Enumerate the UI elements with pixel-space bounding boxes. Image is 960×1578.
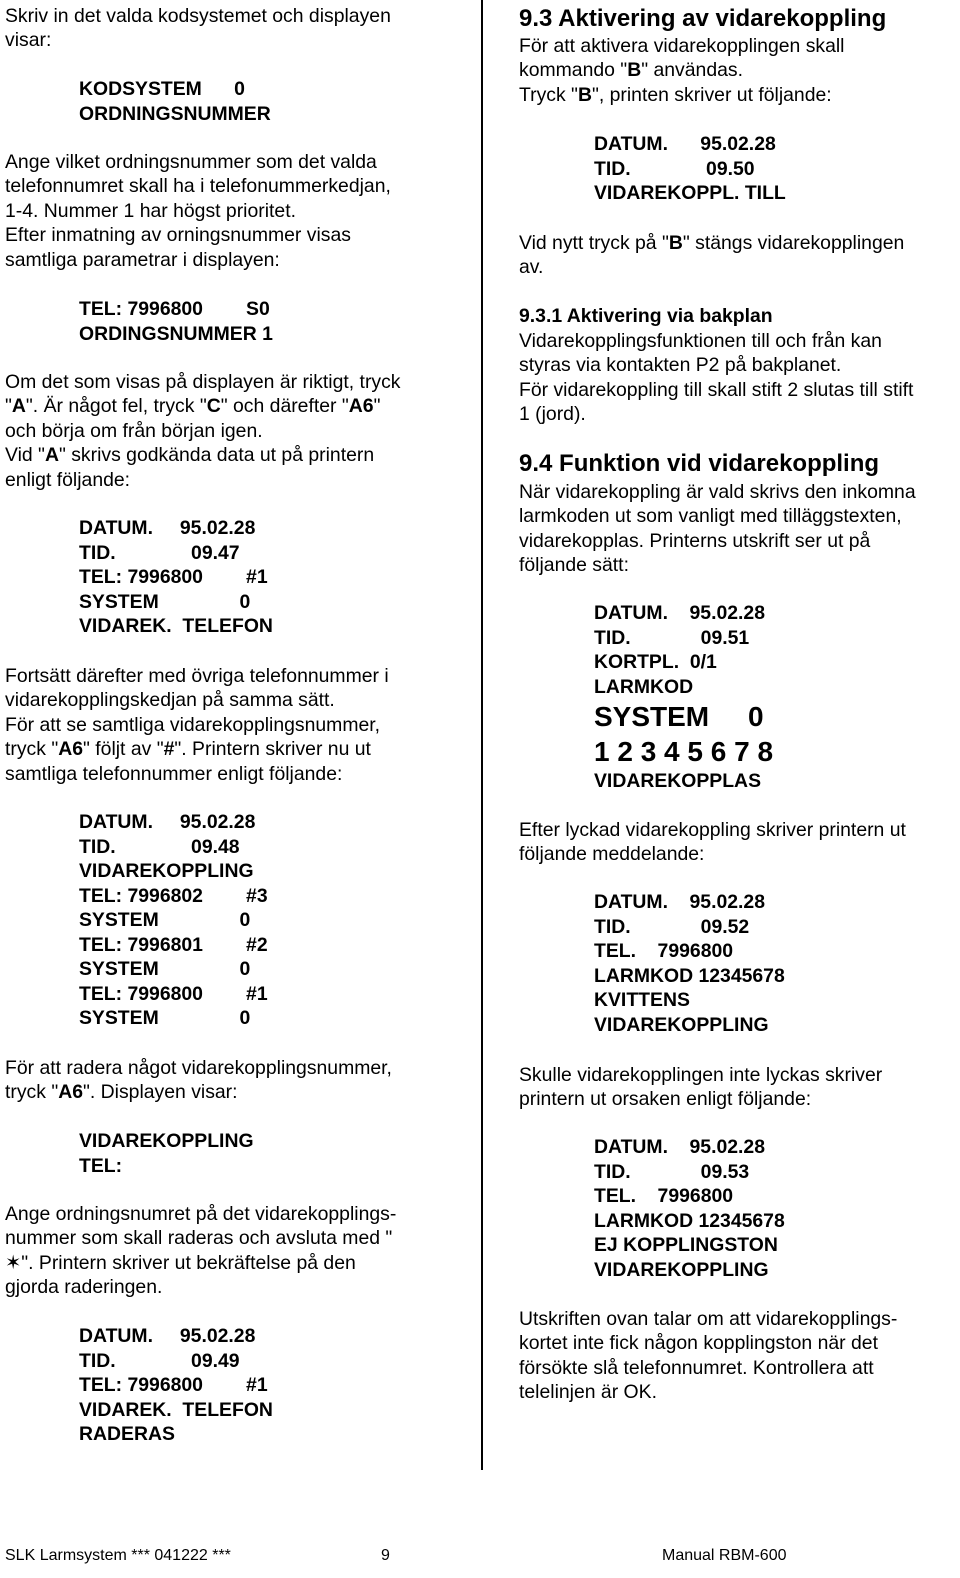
display-line: TEL: 7996800 S0	[79, 298, 270, 320]
key-label: A6	[58, 738, 83, 761]
display-kodsystem	[79, 77, 271, 126]
display-line: VIDAREKOPPLING	[594, 1013, 769, 1036]
display-line: TID. 09.47	[79, 541, 240, 564]
paragraph-bakplan: Vidarekopplingsfunktionen till och från kan styras via kontakten P2 på bakplanet. För vidarekoppling till skall stift 2 slutas till stift 1 (jord).	[519, 330, 914, 426]
paragraph-misslyckad: Skulle vidarekopplingen inte lyckas skriver printern ut orsaken enligt följande:	[519, 1064, 883, 1111]
key-label: B	[627, 59, 642, 82]
display-line: DATUM. 95.02.28	[594, 1136, 765, 1158]
display-line: TEL:	[79, 1154, 123, 1177]
display-line: DATUM. 95.02.28	[594, 602, 765, 624]
display-line: DATUM. 95.02.28	[79, 517, 256, 539]
display-line: LARMKOD	[594, 675, 694, 698]
display-line: LARMKOD 12345678	[594, 1209, 785, 1232]
paragraph-aktivera: För att aktivera vidarekopplingen skall kommando "B" användas. Tryck "B", printen skriver ut följande:	[519, 35, 845, 106]
key-label: B	[668, 232, 683, 254]
display-line: TID. 09.53	[594, 1160, 750, 1183]
display-line: ORDNINGSNUMMER	[79, 102, 271, 125]
display-line: DATUM. 95.02.28	[79, 1325, 256, 1347]
display-line: DATUM. 95.02.28	[79, 811, 256, 833]
paragraph-nytt-tryck: Vid nytt tryck på "B" stängs vidarekopplingen av.	[519, 232, 905, 279]
heading-9-3-1: 9.3.1 Aktivering via bakplan	[519, 305, 773, 327]
display-line: VIDAREK. TELEFON	[79, 615, 273, 637]
display-line: ORDINGSNUMMER 1	[79, 322, 273, 345]
heading-9-4: 9.4 Funktion vid vidarekoppling	[519, 450, 880, 477]
display-line: VIDAREKOPPLAS	[594, 770, 761, 792]
display-vidarekoppling	[79, 1129, 254, 1178]
key-label: A6	[58, 1081, 83, 1104]
page-number: 9	[381, 1547, 390, 1564]
display-line: TEL: 7996802 #3	[79, 884, 268, 907]
display-line: VIDAREKOPPLING	[594, 1258, 769, 1281]
printout-godkanda-data	[79, 516, 273, 639]
printout-kvittens	[594, 890, 785, 1037]
paragraph-ordningsnumret: Ange ordningsnumret på det vidarekopplings- nummer som skall raderas och avsluta med " ✶". Printern skriver ut bekräftelse på den gjorda raderingen.	[5, 1203, 397, 1299]
display-line: TEL: 7996801 #2	[79, 933, 268, 956]
paragraph-confirm: Om det som visas på displayen är riktigt, tryck "A". Är något fel, tryck "C" och därefter "A6" och börja om från början igen. Vid "A" skrivs godkända data ut på printern enligt följande:	[5, 371, 401, 491]
paragraph-lyckad: Efter lyckad vidarekoppling skriver printern ut följande meddelande:	[519, 819, 906, 866]
key-label: A	[11, 395, 26, 418]
key-label: C	[206, 395, 221, 418]
column-divider	[481, 0, 483, 1470]
key-label: B	[577, 83, 592, 106]
display-line: DATUM. 95.02.28	[594, 133, 776, 155]
key-label: #	[163, 738, 175, 761]
printout-ej-kopplingston	[594, 1135, 785, 1282]
display-line: TEL: 7996800 #1	[79, 566, 268, 588]
paragraph-funktion: När vidarekoppling är vald skrivs den inkomna larmkoden ut som vanligt med tilläggstexten, vidarekopplas. Printerns utskrift ser ut på följande sätt:	[519, 481, 916, 577]
display-line: VIDAREKOPPLING	[79, 860, 254, 882]
display-line: TID. 09.51	[594, 626, 750, 649]
display-line: TEL: 7996800 #1	[79, 1374, 268, 1396]
paragraph-intro: Skriv in det valda kodsystemet och displayen visar:	[5, 5, 391, 52]
key-label: A	[44, 444, 59, 467]
display-line: VIDAREKOPPL. TILL	[594, 182, 786, 204]
display-line: RADERAS	[79, 1423, 175, 1445]
display-line: TEL. 7996800	[594, 940, 734, 962]
display-line: TID. 09.48	[79, 835, 240, 858]
display-line: VIDAREKOPPLING	[79, 1130, 254, 1152]
display-line: KVITTENS	[594, 989, 690, 1011]
paragraph-ordningsnummer: Ange vilket ordningsnummer som det valda telefonnumret skall ha i telefonummerkedjan, 1-4. Nummer 1 har högst prioritet. Efter inmatning av orningsnummer visas samtliga parametrar i displayen:	[5, 151, 391, 271]
display-line: SYSTEM 0	[79, 909, 251, 931]
display-line: DATUM. 95.02.28	[594, 891, 765, 913]
display-line: SYSTEM 0	[594, 701, 764, 732]
display-line: LARMKOD 12345678	[594, 964, 785, 987]
heading-9-3: 9.3 Aktivering av vidarekoppling	[519, 5, 887, 32]
paragraph-radera: För att radera något vidarekopplingsnummer, tryck "A6". Displayen visar:	[5, 1057, 392, 1104]
display-line: KORTPL. 0/1	[594, 651, 717, 673]
display-line: TID. 09.50	[594, 157, 755, 180]
display-line: SYSTEM 0	[79, 1007, 251, 1029]
printout-raderas	[79, 1324, 273, 1447]
printout-telefonnummer	[79, 810, 268, 1031]
display-parameters	[79, 297, 273, 346]
display-line: VIDAREK. TELEFON	[79, 1398, 273, 1421]
paragraph-utskriften: Utskriften ovan talar om att vidarekopplings- kortet inte fick någon kopplingston när det försökte slå telefonnumret. Kontrollera att telelinjen är OK.	[519, 1308, 898, 1404]
display-line: SYSTEM 0	[79, 590, 251, 613]
key-label: A6	[348, 395, 374, 418]
paragraph-fortsatt: Fortsätt därefter med övriga telefonnummer i vidarekopplingskedjan på samma sätt. För att se samtliga vidarekopplingsnummer, tryck "A6" följt av "#". Printern skriver nu ut samtliga telefonnummer enligt följande:	[5, 665, 389, 785]
star-key-icon: ✶	[5, 1251, 22, 1274]
display-line: KODSYSTEM 0	[79, 78, 245, 100]
display-line: 1 2 3 4 5 6 7 8	[594, 736, 774, 767]
printout-vidarekopplas	[594, 601, 773, 794]
display-line: EJ KOPPLINGSTON	[594, 1234, 778, 1256]
display-line: TID. 09.52	[594, 915, 750, 938]
footer-left: SLK Larmsystem *** 041222 ***	[5, 1547, 231, 1564]
printout-vidarekoppl-till	[594, 132, 786, 206]
footer-right: Manual RBM-600	[662, 1547, 787, 1564]
display-line: SYSTEM 0	[79, 958, 251, 980]
display-line: TEL: 7996800 #1	[79, 982, 268, 1005]
display-line: TEL. 7996800	[594, 1185, 734, 1207]
display-line: TID. 09.49	[79, 1349, 240, 1372]
